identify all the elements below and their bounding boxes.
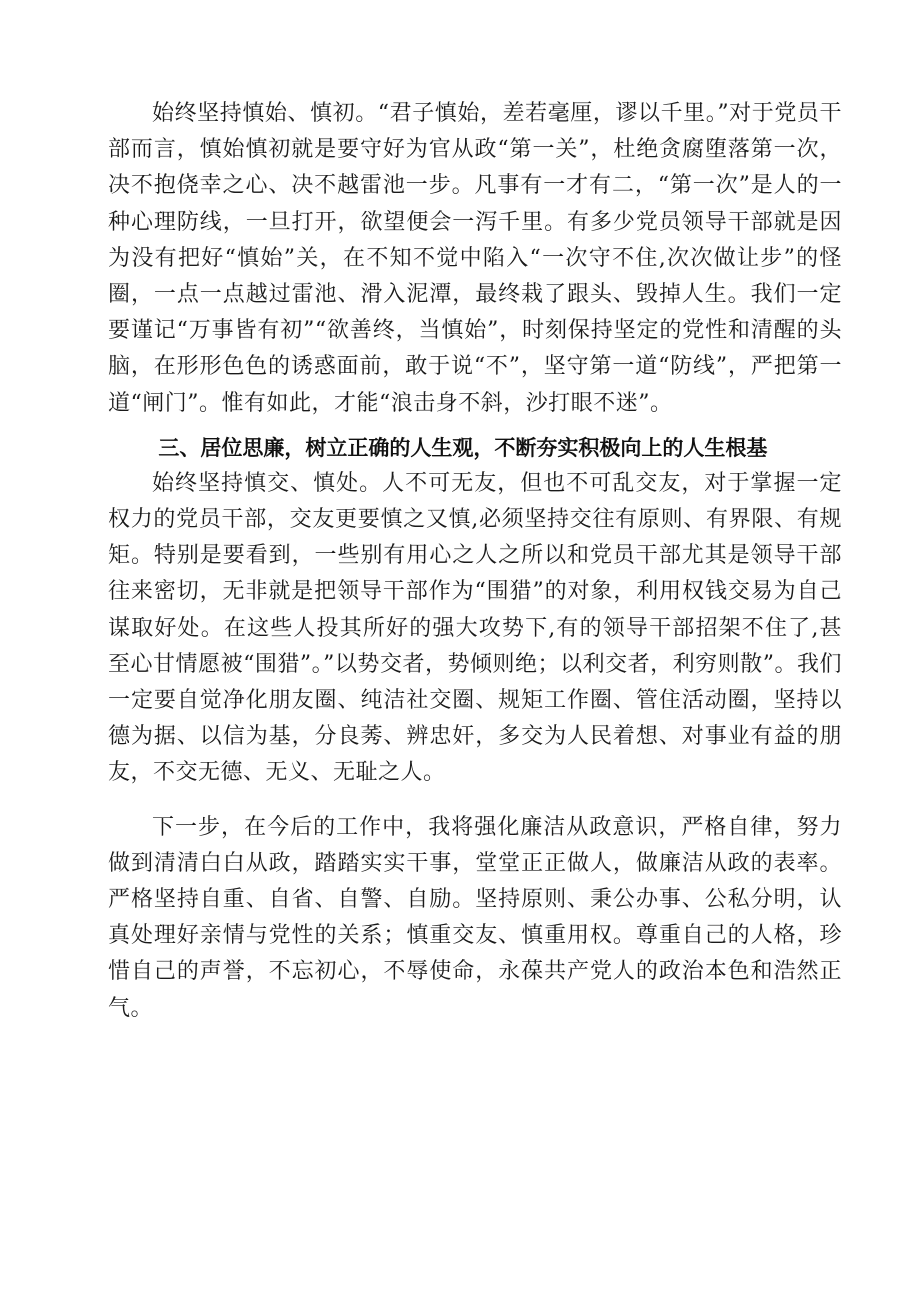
section-heading-3: 三、居位思廉，树立正确的人生观，不断夯实积极向上的人生根基 [158, 435, 768, 460]
document-body [108, 96, 842, 1027]
paragraph-next-step: 下一步，在今后的工作中，我将强化廉洁从政意识，严格自律，努力做到清清白白从政，踏踏实实干事，堂堂正正做人，做廉洁从政的表率。严格坚持自重、自省、自警、自励。坚持原则、秉公办事、公私分明，认真处理好亲情与党性的关系；慎重交友、慎重用权。尊重自己的人格，珍惜自己的声誉，不忘初心，不辱使命，永葆共产党人的政治本色和浩然正气。 [108, 814, 842, 1021]
paragraph-shen-shi: 始终坚持慎始、慎初。“君子慎始，差若毫厘，谬以千里。”对于党员干部而言，慎始慎初就是要守好为官从政“第一关”，杜绝贪腐堕落第一次，决不抱侥幸之心、决不越雷池一步。凡事有一才有二，“第一次”是人的一种心理防线，一旦打开，欲望便会一泻千里。有多少党员领导干部就是因为没有把好“慎始”关，在不知不觉中陷入“一次守不住,次次做让步”的怪圈，一点一点越过雷池、滑入泥潭，最终栽了跟头、毁掉人生。我们一定要谨记“万事皆有初”“欲善终，当慎始”，时刻保持坚定的党性和清醒的头脑，在形形色色的诱惑面前，敢于说“不”，坚守第一道“防线”，严把第一道“闸门”。惟有如此，才能“浪击身不斜，沙打眼不迷”。 [108, 101, 842, 416]
paragraph-shen-jiao: 始终坚持慎交、慎处。人不可无友，但也不可乱交友，对于掌握一定权力的党员干部，交友更要慎之又慎,必须坚持交往有原则、有界限、有规矩。特别是要看到，一些别有用心之人之所以和党员干部尤其是领导干部往来密切，无非就是把领导干部作为“围猎”的对象，利用权钱交易为自己谋取好处。在这些人投其所好的强大攻势下,有的领导干部招架不住了,甚至心甘情愿被“围猎”。”以势交者，势倾则绝；以利交者，利穷则散”。我们一定要自觉净化朋友圈、纯洁社交圈、规矩工作圈、管住活动圈，坚持以德为据、以信为基，分良莠、辨忠奸，多交为人民着想、对事业有益的朋友，不交无德、无义、无耻之人。 [108, 470, 842, 786]
